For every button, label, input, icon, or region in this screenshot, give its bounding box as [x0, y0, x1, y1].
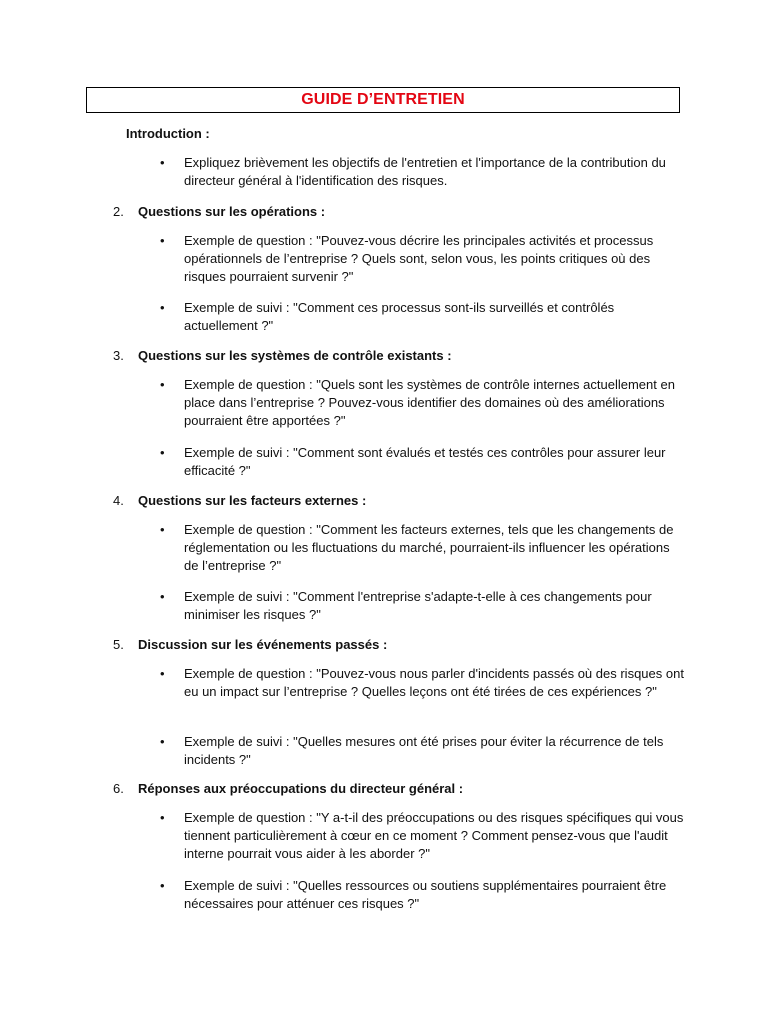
bullet-icon: •	[160, 233, 165, 248]
intro-heading: Introduction :	[126, 126, 210, 141]
bullet-text: Exemple de suivi : "Quelles mesures ont été prises pour éviter la récurrence de tels incidents ?"	[184, 734, 664, 767]
intro-bullet-text: Expliquez brièvement les objectifs de l'entretien et l'importance de la contribution du directeur général à l'identification des risques.	[184, 155, 666, 188]
bullet-text: Exemple de question : "Pouvez-vous décrire les principales activités et processus opérationnels de l’entreprise ? Quels sont, selon vous, les points critiques où des risques pourraient survenir ?"	[184, 233, 654, 284]
bullet-icon: •	[160, 300, 165, 315]
bullet-icon: •	[160, 666, 165, 681]
section-number: 4.	[113, 493, 124, 508]
bullet-text: Exemple de question : "Y a-t-il des préoccupations ou des risques spécifiques qui vous tiennent particulièrement à cœur en ce moment ? Comment pensez-vous que l'audit interne pourrait vous aider à les aborder ?"	[184, 810, 684, 861]
bullet-icon: •	[160, 522, 165, 537]
bullet-icon: •	[160, 878, 165, 893]
section-heading: Discussion sur les événements passés :	[138, 637, 388, 652]
bullet-text: Exemple de suivi : "Comment sont évalués et testés ces contrôles pour assurer leur efficacité ?"	[184, 445, 666, 478]
bullet-text: Exemple de suivi : "Comment ces processus sont-ils surveillés et contrôlés actuellement ?"	[184, 300, 615, 333]
bullet-icon: •	[160, 589, 165, 604]
section-number: 5.	[113, 637, 124, 652]
bullet-icon: •	[160, 377, 165, 392]
document-title: GUIDE D’ENTRETIEN	[301, 91, 465, 108]
bullet-text: Exemple de question : "Comment les facteurs externes, tels que les changements de réglementation ou les fluctuations du marché, pourraient-ils influencer les opérations de l’entreprise ?"	[184, 522, 674, 573]
section-heading: Questions sur les facteurs externes :	[138, 493, 367, 508]
bullet-icon: •	[160, 734, 165, 749]
bullet-text: Exemple de question : "Pouvez-vous nous parler d'incidents passés où des risques ont eu un impact sur l’entreprise ? Quelles leçons ont été tirées de ces expériences ?"	[184, 666, 684, 699]
section-number: 6.	[113, 781, 124, 796]
title-box	[86, 87, 680, 113]
bullet-icon: •	[160, 810, 165, 825]
bullet-text: Exemple de suivi : "Quelles ressources ou soutiens supplémentaires pourraient être nécessaires pour atténuer ces risques ?"	[184, 878, 667, 911]
section-number: 3.	[113, 348, 124, 363]
section-number: 2.	[113, 204, 124, 219]
section-heading: Questions sur les systèmes de contrôle existants :	[138, 348, 452, 363]
bullet-icon: •	[160, 445, 165, 460]
section-heading: Réponses aux préoccupations du directeur général :	[138, 781, 464, 796]
bullet-text: Exemple de question : "Quels sont les systèmes de contrôle internes actuellement en place dans l’entreprise ? Pouvez-vous identifier des domaines où des améliorations pourraient être apportées ?"	[184, 377, 675, 428]
bullet-text: Exemple de suivi : "Comment l'entreprise s'adapte-t-elle à ces changements pour minimiser les risques ?"	[184, 589, 652, 622]
bullet-icon: •	[160, 155, 165, 170]
section-heading: Questions sur les opérations :	[138, 204, 326, 219]
